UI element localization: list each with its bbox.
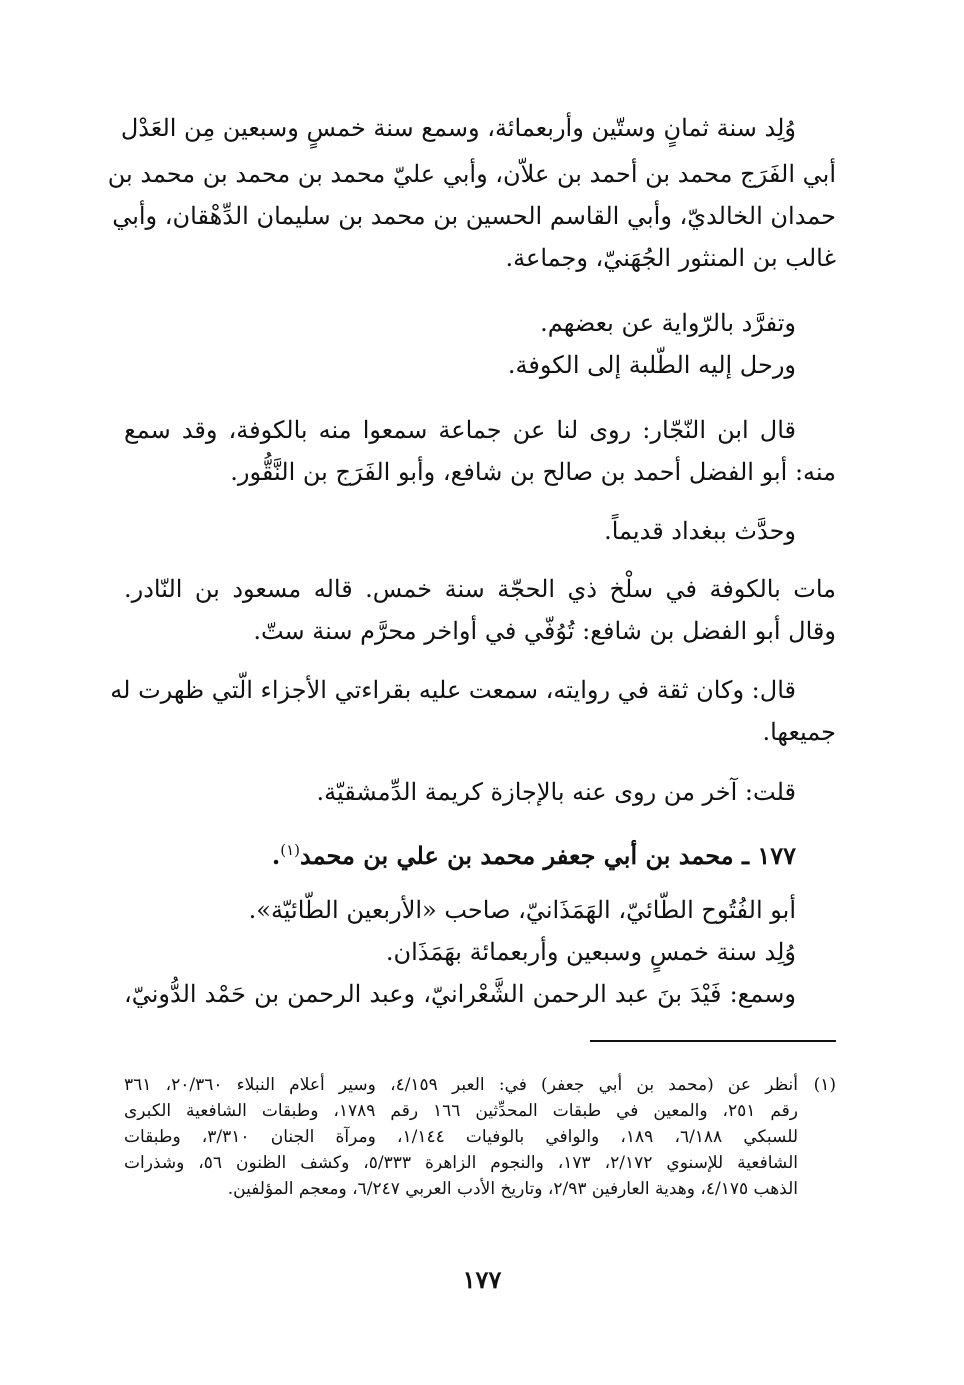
body-line: وتفرَّد بالرّواية عن بعضهم. — [540, 309, 796, 337]
body-line: أبو الفُتُوح الطّائيّ، الهَمَذَانيّ، صاحب «الأربعين الطّائيّة». — [248, 896, 796, 924]
body-line: أبي الفَرَج محمد بن أحمد بن علاّن، وأبي عليّ محمد بن محمد بن محمد بن — [107, 160, 836, 188]
body-line: مات بالكوفة في سلْخ ذي الحجّة سنة خمس. قاله مسعود بن النّادر. — [124, 575, 836, 603]
footnote-marker: (١) — [813, 1075, 836, 1095]
body-line: وُلِد سنة خمسٍ وسبعين وأربعمائة بهَمَذَان. — [385, 938, 796, 966]
body-line: وقال أبو الفضل بن شافع: تُوُفّي في أواخر محرَّم سنة ستّ. — [253, 617, 836, 645]
body-line: وسمع: فَيْدَ بنَ عبد الرحمن الشَّعْرانيّ، وعبد الرحمن بن حَمْد الدُّونيّ، — [124, 980, 796, 1008]
entry-heading — [124, 832, 796, 868]
footnote-line: للسبكي ٦/١٨٨، ١٨٩، والوافي بالوفيات ١/١٤٤، ومرآة الجنان ٣/٣١٠، وطبقات — [124, 1127, 799, 1147]
footnote-separator — [590, 1040, 836, 1042]
body-line: غالب بن المنثور الجُهَنيّ، وجماعة. — [505, 244, 836, 272]
entry-heading-end: . — [271, 841, 281, 870]
footnote-line: رقم ٢٥١، والمعين في طبقات المحدِّثين ١٦٦ رقم ١٧٨٩، وطبقات الشافعية الكبرى — [124, 1101, 798, 1121]
body-line: قال ابن النّجّار: روى لنا عن جماعة سمعوا منه بالكوفة، وقد سمع — [124, 416, 796, 444]
entry-heading-text: ١٧٧ ـ محمد بن أبي جعفر محمد بن علي بن محمد — [300, 841, 796, 870]
body-line: جميعها. — [762, 718, 836, 746]
body-line: منه: أبو الفضل أحمد بن صالح بن شافع، وأبو الفَرَج بن النَّقُّور. — [230, 458, 836, 486]
footnote-line: الشافعية للإسنوي ٢/١٧٢، ١٧٣، والنجوم الزاهرة ٥/٣٣٣، وكشف الظنون ٥٦، وشذرات — [124, 1153, 798, 1173]
body-line: وُلِد سنة ثمانٍ وستّين وأربعمائة، وسمع سنة خمسٍ وسبعين مِن العَدْل — [120, 114, 796, 142]
body-line: قال: وكان ثقة في روايته، سمعت عليه بقراءتي الأجزاء الّتي ظهرت له — [110, 676, 796, 704]
body-line: ورحل إليه الطّلبة إلى الكوفة. — [507, 351, 796, 379]
body-line: حمدان الخالديّ، وأبي القاسم الحسين بن محمد بن سليمان الدِّهْقان، وأبي — [112, 202, 836, 230]
footnote-line: الذهب ٤/١٧٥، وهدية العارفين ٢/٩٣، وتاريخ الأدب العربي ٦/٢٤٧، ومعجم المؤلفين. — [227, 1179, 798, 1199]
body-line: وحدَّث ببغداد قديماً. — [604, 517, 796, 545]
footnote-reference: (١) — [280, 841, 301, 859]
footnote-line: أنظر عن (محمد بن أبي جعفر) في: العبر ٤/١٥٩، وسير أعلام النبلاء ٢٠/٣٦٠، ٣٦١ — [124, 1075, 798, 1095]
body-line: قلت: آخر من روى عنه بالإجازة كريمة الدِّمشقيّة. — [316, 778, 796, 806]
page-number: ١٧٧ — [462, 1265, 502, 1294]
